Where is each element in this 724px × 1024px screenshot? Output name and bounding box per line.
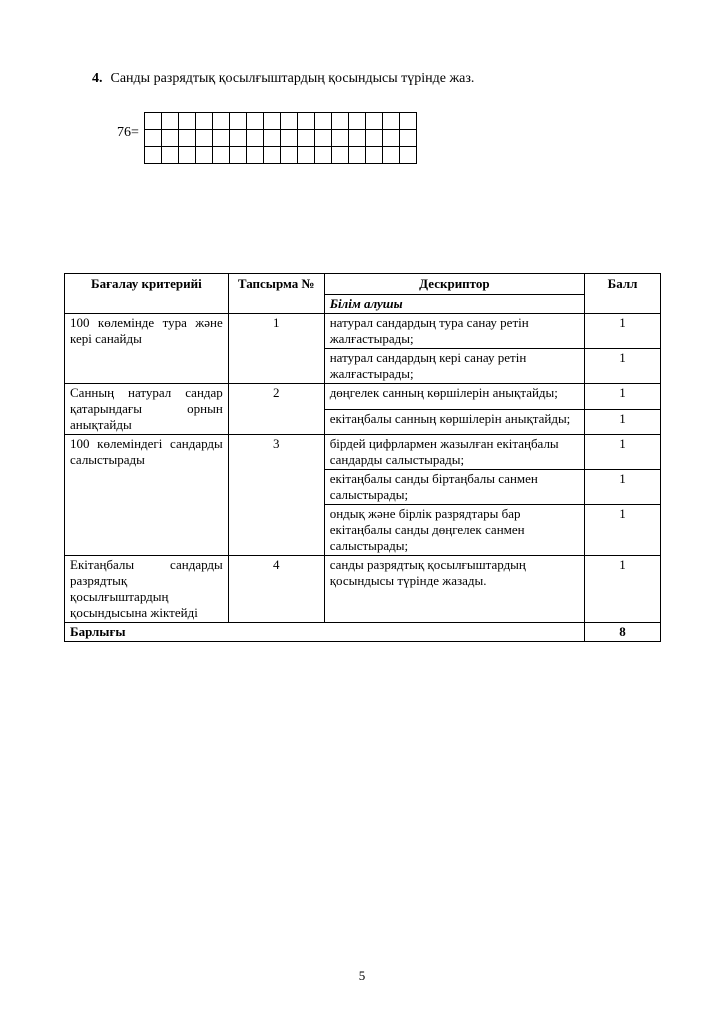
score-cell: 1 — [585, 505, 661, 556]
page-number: 5 — [358, 968, 366, 983]
grid-cell[interactable] — [332, 130, 349, 147]
grid-cell[interactable] — [400, 130, 417, 147]
grid-cell[interactable] — [349, 130, 366, 147]
grid-cell[interactable] — [230, 130, 247, 147]
task-number-cell: 4 — [228, 556, 324, 623]
grid-cell[interactable] — [298, 113, 315, 130]
task-4 — [92, 70, 474, 88]
score-cell: 1 — [585, 556, 661, 623]
descriptor-cell: ондық және бірлік разрядтары бар екітаңбалы санды дөңгелек санмен салыстырады; — [324, 505, 584, 556]
criterion-cell: 100 көлемінде тура және кері санайды — [65, 314, 229, 384]
grid-cell[interactable] — [400, 113, 417, 130]
grid-cell[interactable] — [383, 147, 400, 164]
grid-cell[interactable] — [162, 130, 179, 147]
expression-label: 76= — [117, 125, 139, 140]
total-row — [65, 623, 661, 642]
grid-cell[interactable] — [145, 113, 162, 130]
grid-cell[interactable] — [315, 113, 332, 130]
score-cell: 1 — [585, 384, 661, 410]
grid-cell[interactable] — [315, 147, 332, 164]
rubric-table — [64, 273, 661, 642]
grid-cell[interactable] — [196, 113, 213, 130]
grid-cell[interactable] — [145, 147, 162, 164]
grid-cell[interactable] — [332, 113, 349, 130]
subheader-learner: Білім алушы — [324, 295, 584, 314]
grid-cell[interactable] — [179, 130, 196, 147]
descriptor-cell: натурал сандардың кері санау ретін жалғастырады; — [324, 349, 584, 384]
score-cell: 1 — [585, 314, 661, 349]
grid-cell[interactable] — [264, 147, 281, 164]
descriptor-cell: санды разрядтық қосылғыштардың қосындысы түрінде жазады. — [324, 556, 584, 623]
grid-cell[interactable] — [383, 113, 400, 130]
grid-cell[interactable] — [281, 130, 298, 147]
grid-cell[interactable] — [281, 147, 298, 164]
grid-cell[interactable] — [366, 147, 383, 164]
grid-cell[interactable] — [298, 147, 315, 164]
header-criteria: Бағалау критерийі — [65, 274, 229, 314]
grid-cell[interactable] — [264, 113, 281, 130]
grid-cell[interactable] — [366, 113, 383, 130]
grid-cell[interactable] — [264, 130, 281, 147]
descriptor-cell: натурал сандардың тура санау ретін жалғастырады; — [324, 314, 584, 349]
task-text: Санды разрядтық қосылғыштардың қосындысы түрінде жаз. — [110, 71, 475, 86]
score-cell: 1 — [585, 349, 661, 384]
grid-cell[interactable] — [213, 113, 230, 130]
answer-grid[interactable] — [144, 112, 417, 164]
task-number-cell: 2 — [228, 384, 324, 435]
grid-cell[interactable] — [366, 130, 383, 147]
grid-cell[interactable] — [179, 147, 196, 164]
descriptor-cell: дөңгелек санның көршілерін анықтайды; — [324, 384, 584, 410]
table-row — [65, 384, 661, 410]
table-row — [65, 556, 661, 623]
criterion-cell: Санның натурал сандар қатарындағы орнын анықтайды — [65, 384, 229, 435]
grid-cell[interactable] — [230, 147, 247, 164]
grid-cell[interactable] — [281, 113, 298, 130]
score-cell: 1 — [585, 409, 661, 435]
grid-cell[interactable] — [162, 113, 179, 130]
criterion-cell: 100 көлеміндегі сандарды салыстырады — [65, 435, 229, 556]
grid-cell[interactable] — [213, 147, 230, 164]
total-label: Барлығы — [65, 623, 585, 642]
descriptor-cell: бірдей цифрлармен жазылған екітаңбалы сандарды салыстырады; — [324, 435, 584, 470]
grid-cell[interactable] — [298, 130, 315, 147]
grid-cell[interactable] — [332, 147, 349, 164]
grid-cell[interactable] — [145, 130, 162, 147]
grid-cell[interactable] — [315, 130, 332, 147]
grid-cell[interactable] — [230, 113, 247, 130]
descriptor-cell: екітаңбалы санды біртаңбалы санмен салыстырады; — [324, 470, 584, 505]
table-row — [65, 435, 661, 470]
grid-cell[interactable] — [247, 147, 264, 164]
grid-cell[interactable] — [349, 113, 366, 130]
table-row — [65, 314, 661, 349]
header-descriptor: Дескриптор — [324, 274, 584, 295]
grid-cell[interactable] — [383, 130, 400, 147]
total-score: 8 — [585, 623, 661, 642]
grid-cell[interactable] — [196, 130, 213, 147]
score-cell: 1 — [585, 435, 661, 470]
grid-cell[interactable] — [349, 147, 366, 164]
grid-cell[interactable] — [162, 147, 179, 164]
grid-cell[interactable] — [196, 147, 213, 164]
grid-cell[interactable] — [247, 130, 264, 147]
descriptor-cell: екітаңбалы санның көршілерін анықтайды; — [324, 409, 584, 435]
header-score: Балл — [585, 274, 661, 314]
grid-cell[interactable] — [179, 113, 196, 130]
criterion-cell: Екітаңбалы сандарды разрядтық қосылғыштардың қосындысына жіктейді — [65, 556, 229, 623]
task-number: 4. — [92, 71, 103, 86]
score-cell: 1 — [585, 470, 661, 505]
grid-cell[interactable] — [213, 130, 230, 147]
task-number-cell: 1 — [228, 314, 324, 384]
task-number-cell: 3 — [228, 435, 324, 556]
grid-cell[interactable] — [400, 147, 417, 164]
grid-cell[interactable] — [247, 113, 264, 130]
header-task: Тапсырма № — [228, 274, 324, 314]
